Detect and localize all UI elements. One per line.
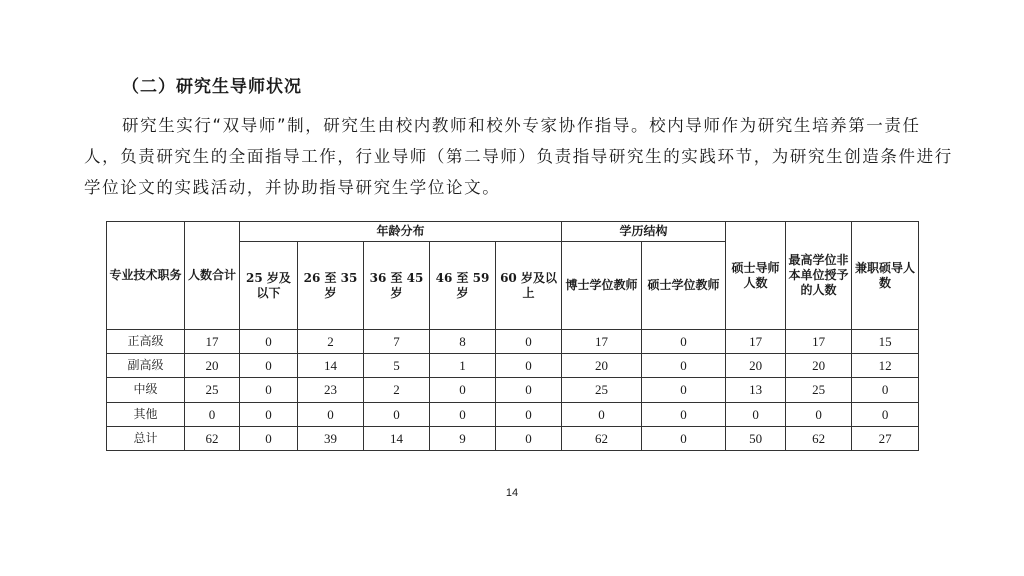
row-label: 其他 — [107, 402, 185, 426]
cell: 0 — [240, 426, 298, 450]
cell: 0 — [852, 378, 919, 402]
cell: 1 — [430, 354, 496, 378]
cell: 12 — [852, 354, 919, 378]
page-number: 14 — [505, 487, 519, 499]
cell: 17 — [726, 330, 786, 354]
cell: 25 — [786, 378, 852, 402]
cell: 25 — [185, 378, 240, 402]
table-row — [107, 426, 919, 450]
cell: 62 — [185, 426, 240, 450]
cell: 0 — [562, 402, 642, 426]
cell: 39 — [298, 426, 364, 450]
cell: 20 — [185, 354, 240, 378]
cell: 8 — [430, 330, 496, 354]
header-title: 专业技术职务 — [107, 222, 185, 330]
header-age-3: 36 至 45 岁 — [364, 242, 430, 330]
header-age-1: 25 岁及以下 — [240, 242, 298, 330]
cell: 17 — [562, 330, 642, 354]
row-label: 总计 — [107, 426, 185, 450]
cell: 50 — [726, 426, 786, 450]
cell: 0 — [240, 354, 298, 378]
header-part-time: 兼职硕导人数 — [852, 222, 919, 330]
cell: 20 — [726, 354, 786, 378]
cell: 0 — [642, 330, 726, 354]
cell: 62 — [786, 426, 852, 450]
header-highest-degree-external: 最高学位非本单位授予的人数 — [786, 222, 852, 330]
cell: 7 — [364, 330, 430, 354]
table-row — [107, 354, 919, 378]
header-age-group: 年龄分布 — [240, 222, 562, 242]
table-body — [107, 330, 919, 451]
header-edu-master: 硕士学位教师 — [642, 242, 726, 330]
cell: 0 — [430, 378, 496, 402]
cell: 0 — [298, 402, 364, 426]
header-master-supervisors: 硕士导师人数 — [726, 222, 786, 330]
cell: 5 — [364, 354, 430, 378]
cell: 13 — [726, 378, 786, 402]
cell: 20 — [562, 354, 642, 378]
cell: 0 — [496, 354, 562, 378]
cell: 0 — [786, 402, 852, 426]
cell: 0 — [496, 426, 562, 450]
cell: 0 — [496, 378, 562, 402]
cell: 0 — [364, 402, 430, 426]
cell: 62 — [562, 426, 642, 450]
cell: 0 — [430, 402, 496, 426]
cell: 20 — [786, 354, 852, 378]
supervisor-stats-table — [106, 221, 919, 451]
header-age-5: 60 岁及以上 — [496, 242, 562, 330]
row-label: 正高级 — [107, 330, 185, 354]
cell: 14 — [364, 426, 430, 450]
cell: 0 — [185, 402, 240, 426]
cell: 0 — [240, 402, 298, 426]
cell: 15 — [852, 330, 919, 354]
cell: 0 — [240, 378, 298, 402]
cell: 0 — [852, 402, 919, 426]
cell: 2 — [364, 378, 430, 402]
cell: 0 — [496, 402, 562, 426]
cell: 0 — [726, 402, 786, 426]
table-row — [107, 402, 919, 426]
cell: 0 — [496, 330, 562, 354]
cell: 2 — [298, 330, 364, 354]
cell: 0 — [642, 354, 726, 378]
table-row — [107, 330, 919, 354]
cell: 0 — [642, 402, 726, 426]
cell: 0 — [642, 426, 726, 450]
cell: 14 — [298, 354, 364, 378]
cell: 0 — [240, 330, 298, 354]
header-age-4: 46 至 59 岁 — [430, 242, 496, 330]
cell: 27 — [852, 426, 919, 450]
cell: 9 — [430, 426, 496, 450]
cell: 23 — [298, 378, 364, 402]
row-label: 中级 — [107, 378, 185, 402]
cell: 25 — [562, 378, 642, 402]
header-age-2: 26 至 35 岁 — [298, 242, 364, 330]
header-total: 人数合计 — [185, 222, 240, 330]
cell: 17 — [786, 330, 852, 354]
header-edu-phd: 博士学位教师 — [562, 242, 642, 330]
section-heading: （二）研究生导师状况 — [122, 77, 302, 97]
header-edu-group: 学历结构 — [562, 222, 726, 242]
body-paragraph: 研究生实行“双导师”制，研究生由校内教师和校外专家协作指导。校内导师作为研究生培养第一责任人，负责研究生的全面指导工作，行业导师（第二导师）负责指导研究生的实践环节，为研究生创造条件进行学位论文的实践活动，并协助指导研究生学位论文。 — [84, 116, 953, 197]
table-row — [107, 378, 919, 402]
cell: 0 — [642, 378, 726, 402]
row-label: 副高级 — [107, 354, 185, 378]
cell: 17 — [185, 330, 240, 354]
